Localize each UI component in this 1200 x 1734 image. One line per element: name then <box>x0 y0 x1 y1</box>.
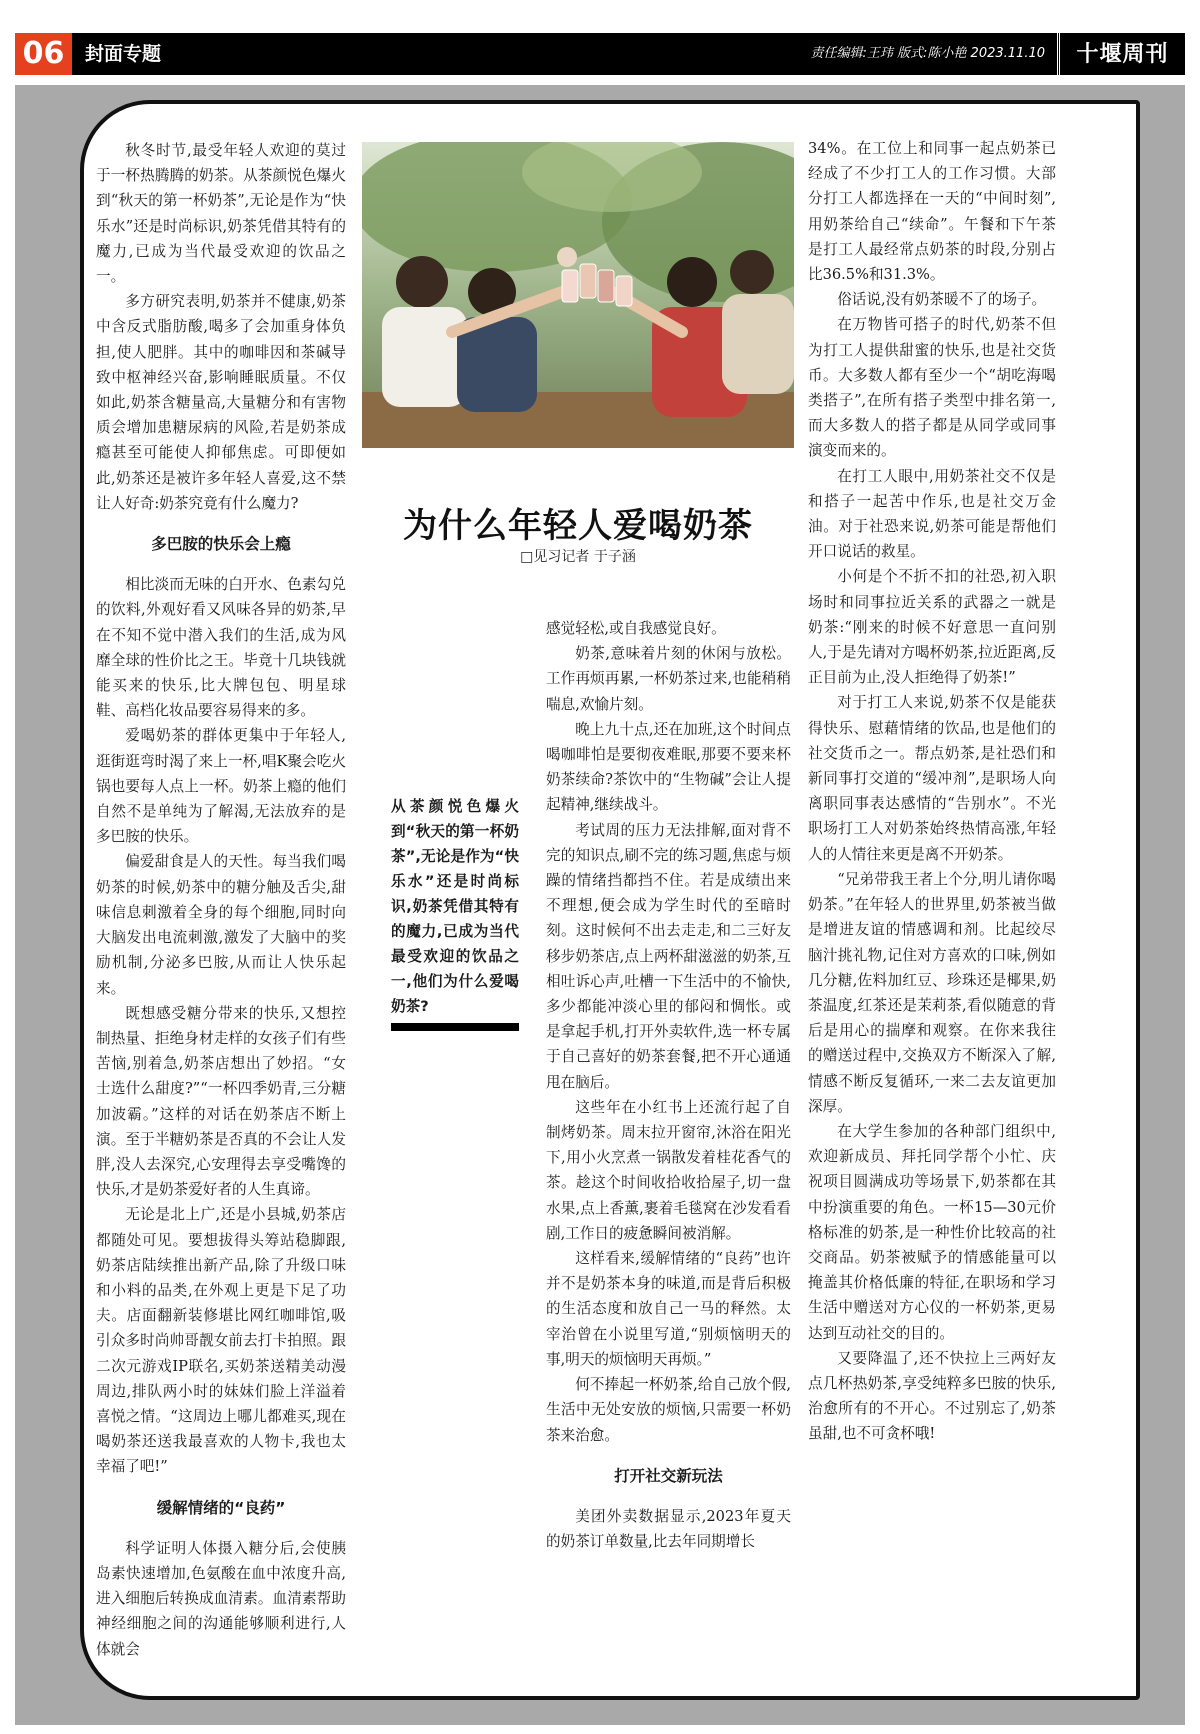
masthead: 十堰周刊 <box>1057 33 1185 75</box>
cover-photo <box>362 142 794 448</box>
byline: □见习记者 于子涵 <box>520 549 636 565</box>
paragraph: 感觉轻松,或自我感觉良好。 <box>546 620 726 637</box>
paragraph: 这样看来,缓解情绪的“良药”也许并不是奶茶本身的味道,而是背后积极的生活态度和放自己一马的释然。太宰治曾在小说里写道,“别烦恼明天的事,明天的烦恼明天再烦。” <box>546 1250 791 1368</box>
paragraph: 相比淡而无味的白开水、色素勾兑的饮料,外观好看又风味各异的奶茶,早在不知不觉中潜入我们的生活,成为风靡全球的性价比之王。毕竟十几块钱就能买来的快乐,比大牌包包、明星球鞋、高档化妆品要容易得来的多。 <box>96 576 346 720</box>
article-column-3 <box>546 616 791 1554</box>
paragraph: 在大学生参加的各种部门组织中,欢迎新成员、拜托同学帮个小忙、庆祝项目圆满成功等场景下,奶茶都在其中扮演重要的角色。一杯15—30元价格标准的奶茶,是一种性价比较高的社交商品。奶茶被赋予的情感能量可以掩盖其价格低廉的特征,在职场和学习生活中赠送对方心仪的一杯奶茶,更易达到互动社交的目的。 <box>808 1122 1056 1342</box>
paragraph: 偏爱甜食是人的天性。每当我们喝奶茶的时候,奶茶中的糖分触及舌尖,甜味信息刺激着全身的每个细胞,同时向大脑发出电流刺激,激发了大脑中的奖励机制,分泌多巴胺,从而让人快乐起来。 <box>96 853 346 997</box>
pull-quote: 从茶颜悦色爆火到“秋天的第一杯奶茶”,无论是作为“快乐水”还是时尚标识,奶茶凭借其特有的魔力,已成为当代最受欢迎的饮品之一,他们为什么爱喝奶茶? <box>391 794 519 1031</box>
paragraph: 无论是北上广,还是小县城,奶茶店都随处可见。要想拔得头筹站稳脚跟,奶茶店陆续推出新产品,除了升级口味和小料的品类,在外观上更是下足了功夫。店面翻新装修堪比网红咖啡馆,吸引众多时尚帅哥靓女前去打卡拍照。跟二次元游戏IP联名,买奶茶送精美动漫周边,排队两小时的妹妹们脸上洋溢着喜悦之情。“这周边上哪儿都难买,现在喝奶茶还送我最喜欢的人物卡,我也太幸福了吧!” <box>96 1206 346 1476</box>
subheading: 打开社交新玩法 <box>614 1466 723 1485</box>
paragraph: 在万物皆可搭子的时代,奶茶不但为打工人提供甜蜜的快乐,也是社交货币。大多数人都有至少一个“胡吃海喝类搭子”,在所有搭子类型中排名第一,而大多数人的搭子都是从同学或同事演变而来的。 <box>808 316 1056 460</box>
article-column-4 <box>808 136 1056 1447</box>
article-title: 为什么年轻人爱喝奶茶 <box>403 506 753 546</box>
paragraph: 爱喝奶茶的群体更集中于年轻人,逛街逛弯时渴了来上一杯,唱K聚会吃火锅也要每人点上一杯。奶茶上瘾的他们自然不是单纯为了解渴,无法放弃的是多巴胺的快乐。 <box>96 727 346 846</box>
paragraph: 秋冬时节,最受年轻人欢迎的莫过于一杯热腾腾的奶茶。从茶颜悦色爆火到“秋天的第一杯奶茶”,无论是作为“快乐水”还是时尚标识,奶茶凭借其特有的魔力,已成为当代最受欢迎的饮品之一。 <box>96 142 346 286</box>
page-panel <box>15 85 1185 1725</box>
paragraph: 晚上九十点,还在加班,这个时间点喝咖啡怕是要彻夜难眠,那要不要来杯奶茶续命?茶饮中的“生物碱”会让人提起精神,继续战斗。 <box>546 720 791 814</box>
paragraph: 对于打工人来说,奶茶不仅是能获得快乐、慰藉情绪的饮品,也是他们的社交货币之一。帮点奶茶,是社恐们和新同事打交道的“缓冲剂”,是职场人向离职同事表达感情的“告别水”。不光职场打工人对奶茶始终热情高涨,年轻人的人情往来更是离不开奶茶。 <box>808 694 1056 863</box>
paragraph: 小何是个不折不扣的社恐,初入职场时和同事拉近关系的武器之一就是奶茶:“刚来的时候不好意思一直问别人,于是先请对方喝杯奶茶,拉近距离,反正目前为止,没人拒绝得了奶茶!” <box>808 568 1056 687</box>
paragraph: 既想感受糖分带来的快乐,又想控制热量、拒绝身材走样的女孩子们有些苦恼,别着急,奶茶店想出了妙招。“女士选什么甜度?”“一杯四季奶青,三分糖加波霸。”这样的对话在奶茶店不断上演。至于半糖奶茶是否真的不会让人发胖,没人去深究,心安理得去享受嘴馋的快乐,才是奶茶爱好者的人生真谛。 <box>96 1004 346 1199</box>
article-frame <box>80 100 1140 1700</box>
section-title: 封面专题 <box>85 43 162 65</box>
page-header <box>15 33 1185 75</box>
editor-meta: 责任编辑:王玮 版式:陈小艳 2023.11.10 <box>810 46 1045 61</box>
paragraph: 在打工人眼中,用奶茶社交不仅是和搭子一起苦中作乐,也是社交万金油。对于社恐来说,奶茶可能是帮他们开口说话的救星。 <box>808 467 1056 561</box>
subheading: 多巴胺的快乐会上瘾 <box>151 535 291 554</box>
paragraph: 考试周的压力无法排解,面对背不完的知识点,刷不完的练习题,焦虑与烦躁的情绪挡都挡不住。若是成绩出来不理想,便会成为学生时代的至暗时刻。这时候何不出去走走,和二三好友移步奶茶店,点上两杯甜滋滋的奶茶,互相吐诉心声,吐槽一下生活中的不愉快,多少都能冲淡心里的郁闷和惆怅。或是拿起手机,打开外卖软件,选一杯专属于自己喜好的奶茶套餐,把不开心通通甩在脑后。 <box>546 821 791 1091</box>
paragraph: 何不捧起一杯奶茶,给自己放个假,生活中无处安放的烦恼,只需要一杯奶茶来治愈。 <box>546 1376 791 1444</box>
subheading: 缓解情绪的“良药” <box>156 1498 286 1517</box>
paragraph: “兄弟带我王者上个分,明儿请你喝奶茶。”在年轻人的世界里,奶茶被当做是增进友谊的情感调和剂。比起绞尽脑汁挑礼物,记住对方喜欢的口味,例如几分糖,佐料加红豆、珍珠还是椰果,奶茶温度,红茶还是茉莉茶,看似随意的背后是用心的揣摩和观察。在你来我往的赠送过程中,交换双方不断深入了解,情感不断反复循环,一来二去友谊更加深厚。 <box>808 870 1056 1115</box>
article-column-1 <box>96 138 346 1662</box>
paragraph: 又要降温了,还不快拉上三两好友点几杯热奶茶,享受纯粹多巴胺的快乐,治愈所有的不开心。不过别忘了,奶茶虽甜,也不可贪杯哦! <box>808 1349 1056 1443</box>
paragraph: 34%。在工位上和同事一起点奶茶已经成了不少打工人的工作习惯。大部分打工人都选择在一天的“中间时刻”,用奶茶给自己“续命”。午餐和下午茶是打工人最经常点奶茶的时段,分别占比36.5%和31.3%。 <box>808 140 1056 284</box>
paragraph: 多方研究表明,奶茶并不健康,奶茶中含反式脂肪酸,喝多了会加重身体负担,使人肥胖。其中的咖啡因和茶碱导致中枢神经兴奋,影响睡眠质量。不仅如此,奶茶含糖量高,大量糖分和有害物质会增加患糖尿病的风险,若是奶茶成瘾甚至可能使人抑郁焦虑。可即便如此,奶茶还是被许多年轻人喜爱,这不禁让人好奇:奶茶究竟有什么魔力? <box>96 293 346 512</box>
paragraph: 美团外卖数据显示,2023年夏天的奶茶订单数量,比去年同期增长 <box>546 1507 791 1551</box>
paragraph: 俗话说,没有奶茶暖不了的场子。 <box>837 291 1047 309</box>
page-number: 06 <box>15 33 72 75</box>
paragraph: 这些年在小红书上还流行起了自制烤奶茶。周末拉开窗帘,沐浴在阳光下,用小火烹煮一锅散发着桂花香气的茶。趁这个时间收拾收拾屋子,切一盘水果,点上香薰,裹着毛毯窝在沙发看看剧,工作日的疲惫瞬间被消解。 <box>546 1098 791 1242</box>
paragraph: 奶茶,意味着片刻的休闲与放松。工作再烦再累,一杯奶茶过来,也能稍稍喘息,欢愉片刻。 <box>546 645 791 713</box>
paragraph: 科学证明人体摄入糖分后,会使胰岛素快速增加,色氨酸在血中浓度升高,进入细胞后转换成血清素。血清素帮助神经细胞之间的沟通能够顺利进行,人体就会 <box>96 1539 346 1658</box>
cheers-photo-illustration <box>362 142 794 448</box>
